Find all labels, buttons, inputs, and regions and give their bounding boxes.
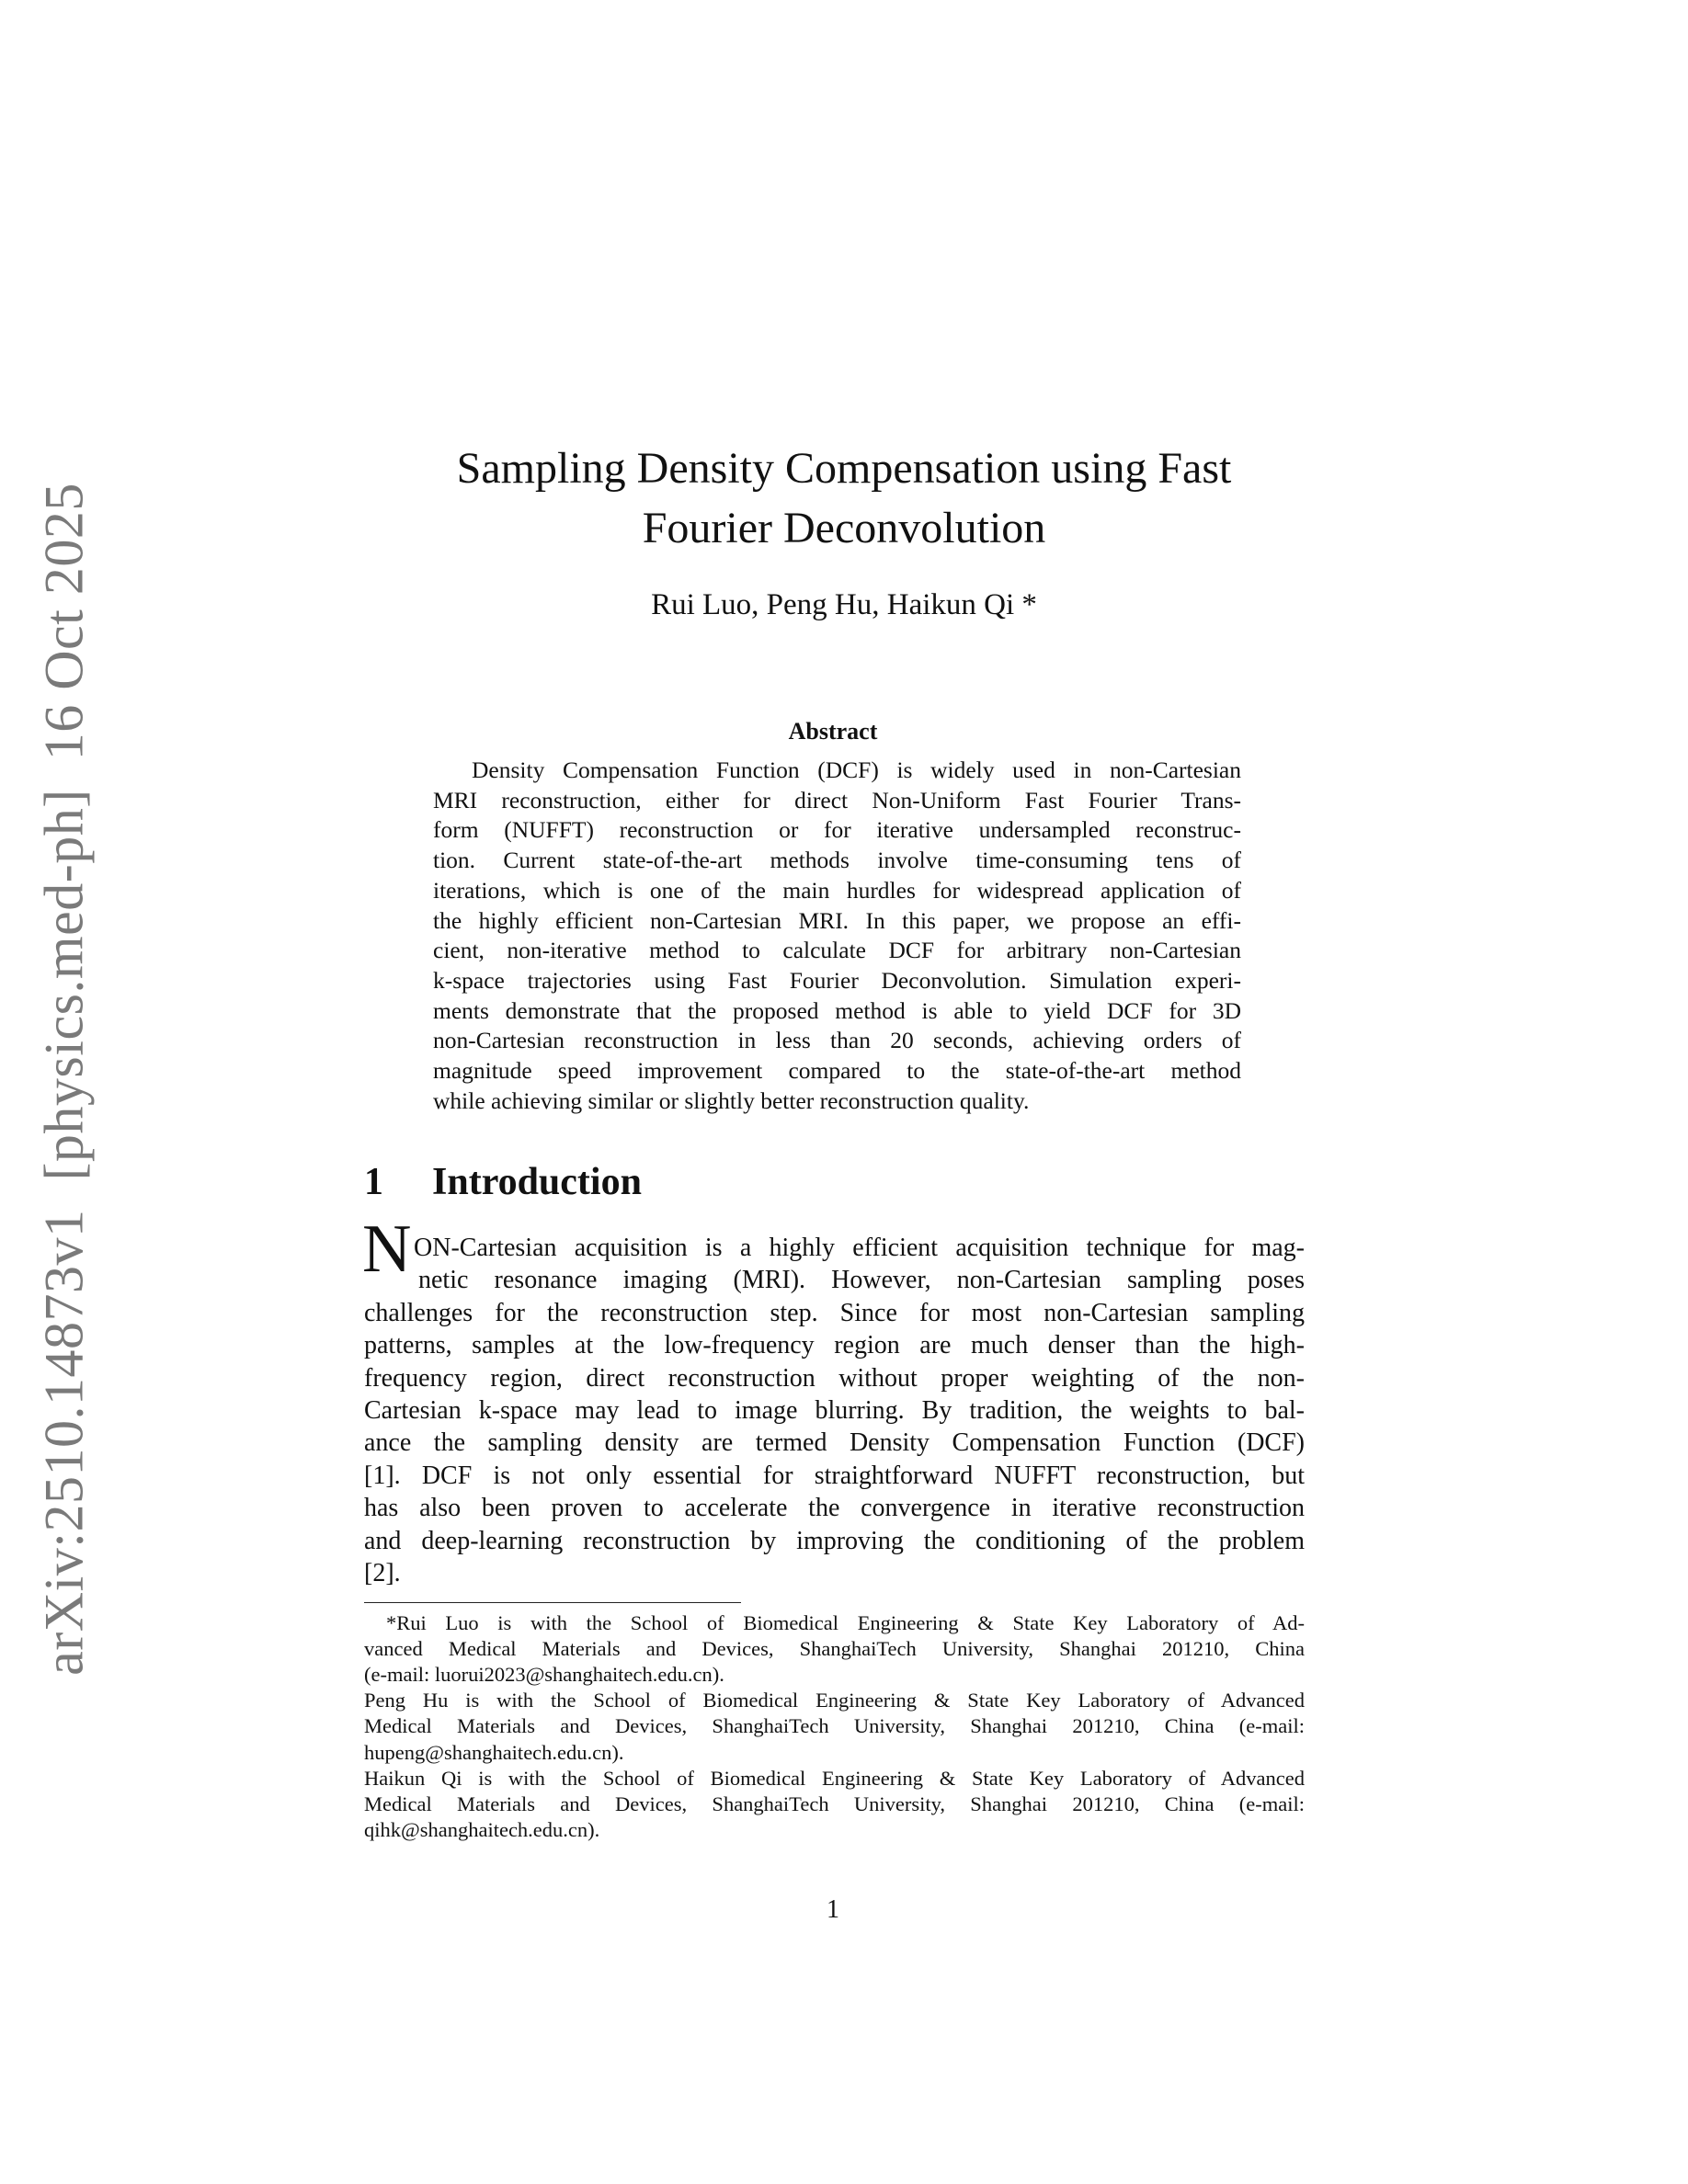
footnote-line: hupeng@shanghaitech.edu.cn). xyxy=(364,1740,624,1764)
paper-title-line-1: Sampling Density Compensation using Fast xyxy=(456,444,1232,493)
footnote-line: vanced Medical Materials and Devices, ShanghaiTech University, Shanghai 201210, China xyxy=(364,1637,1305,1661)
abstract-heading: Abstract xyxy=(788,718,878,745)
body-line: [2]. xyxy=(364,1559,401,1587)
body-line: has also been proven to accelerate the convergence in iterative reconstruction xyxy=(364,1494,1305,1523)
body-line: challenges for the reconstruction step. Since for most non-Cartesian sampling xyxy=(364,1298,1305,1327)
section-number: 1 xyxy=(364,1161,383,1203)
abstract-line: iterations, which is one of the main hurdles for widespread application of xyxy=(433,876,1241,904)
body-line: patterns, samples at the low-frequency region are much denser than the high- xyxy=(364,1331,1305,1360)
body-line: netic resonance imaging (MRI). However, non-Cartesian sampling poses xyxy=(418,1266,1305,1295)
abstract-line: the highly efficient non-Cartesian MRI. In this paper, we propose an effi- xyxy=(433,906,1241,934)
footnote-line: *Rui Luo is with the School of Biomedical Engineering & State Key Laboratory of Ad- xyxy=(386,1611,1305,1634)
abstract-line: k-space trajectories using Fast Fourier Deconvolution. Simulation experi- xyxy=(433,966,1241,994)
body-line: and deep-learning reconstruction by improving the conditioning of the problem xyxy=(364,1526,1305,1555)
abstract-line: cient, non-iterative method to calculate DCF for arbitrary non-Cartesian xyxy=(433,937,1241,964)
body-line: frequency region, direct reconstruction without proper weighting of the non- xyxy=(364,1363,1305,1393)
section-title: Introduction xyxy=(432,1161,642,1203)
footnote-line: qihk@shanghaitech.edu.cn). xyxy=(364,1817,600,1841)
body-line: Cartesian k-space may lead to image blurring. By tradition, the weights to bal- xyxy=(364,1396,1305,1425)
body-line: ance the sampling density are termed Density Compensation Function (DCF) xyxy=(364,1428,1305,1458)
paper-title-line-2: Fourier Deconvolution xyxy=(642,504,1046,552)
abstract-line: magnitude speed improvement compared to the state-of-the-art method xyxy=(433,1057,1241,1084)
body-line: ON-Cartesian acquisition is a highly efficient acquisition technique for mag- xyxy=(414,1234,1305,1262)
abstract-line: tion. Current state-of-the-art methods involve time-consuming tens of xyxy=(433,847,1241,874)
drop-cap: N xyxy=(362,1211,412,1287)
body-line: [1]. DCF is not only essential for straightforward NUFFT reconstruction, but xyxy=(364,1461,1305,1490)
footnote-line: Medical Materials and Devices, ShanghaiTech University, Shanghai 201210, China (e-mail: xyxy=(364,1714,1305,1738)
footnote-line: Peng Hu is with the School of Biomedical Engineering & State Key Laboratory of Advanced xyxy=(364,1689,1305,1712)
abstract-line: form (NUFFT) reconstruction or for iterative undersampled reconstruc- xyxy=(433,816,1241,844)
page-number: 1 xyxy=(827,1895,839,1924)
footnote-line: Haikun Qi is with the School of Biomedical Engineering & State Key Laboratory of Advanced xyxy=(364,1766,1305,1790)
footnote-line: (e-mail: luorui2023@shanghaitech.edu.cn). xyxy=(364,1663,724,1687)
abstract-line: MRI reconstruction, either for direct Non-Uniform Fast Fourier Trans- xyxy=(433,786,1241,813)
author-list: Rui Luo, Peng Hu, Haikun Qi * xyxy=(651,588,1037,621)
arxiv-identifier: arXiv:2510.14873v1 [physics.med-ph] 16 Oct 2025 xyxy=(33,483,95,1676)
footnote-line: Medical Materials and Devices, ShanghaiTech University, Shanghai 201210, China (e-mail: xyxy=(364,1792,1305,1815)
abstract-line: Density Compensation Function (DCF) is widely used in non-Cartesian xyxy=(472,756,1241,783)
abstract-line: ments demonstrate that the proposed method is able to yield DCF for 3D xyxy=(433,996,1241,1024)
abstract-line: while achieving similar or slightly better reconstruction quality. xyxy=(433,1086,1030,1114)
abstract-line: non-Cartesian reconstruction in less than 20 seconds, achieving orders of xyxy=(433,1027,1241,1054)
footnote-rule xyxy=(364,1602,741,1603)
